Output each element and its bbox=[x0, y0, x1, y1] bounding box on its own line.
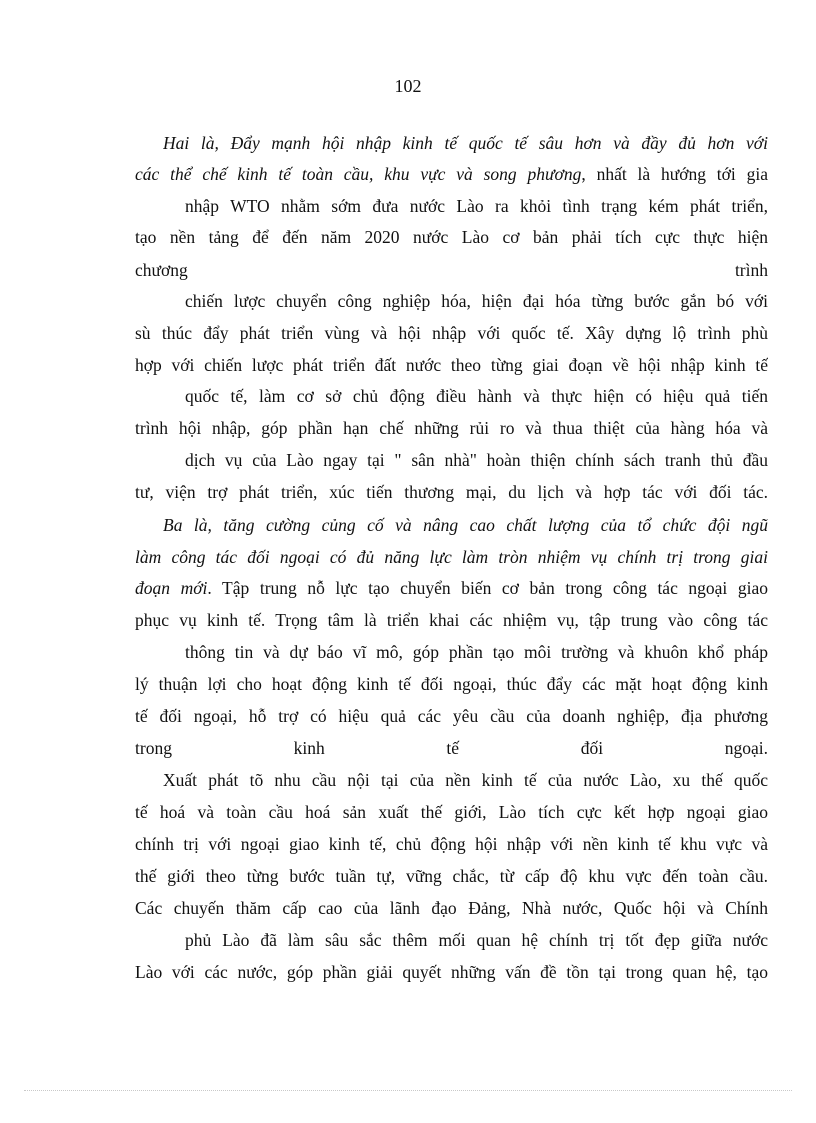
text-segment: chiến lược chuyển công nghiệp hóa, hiện đại hóa từng bước gắn bó với bbox=[185, 291, 768, 311]
text-segment: . Tập trung nỗ lực tạo chuyển biến cơ bản trong công tác ngoại giao bbox=[207, 578, 768, 598]
text-segment: nhập WTO nhằm sớm đưa nước Lào ra khỏi tình trạng kém phát triển, bbox=[185, 196, 768, 216]
text-line bbox=[135, 671, 768, 697]
text-line bbox=[135, 959, 768, 985]
text-segment: , nhất là hướng tới gia bbox=[581, 164, 768, 184]
text-segment: chính trị với ngoại giao kinh tế, chủ động hội nhập với nền kinh tế khu vực và bbox=[135, 834, 768, 854]
text-line bbox=[135, 257, 768, 283]
text-line bbox=[135, 544, 768, 570]
text-segment: chương trình bbox=[135, 260, 768, 280]
italic-text-segment: các thể chế kinh tế toàn cầu, khu vực và song phương bbox=[135, 164, 582, 184]
italic-text-segment: Hai là, Đẩy mạnh hội nhập kinh tế quốc tế sâu hơn và đầy đủ hơn với bbox=[163, 133, 768, 153]
text-line bbox=[163, 767, 768, 793]
text-line bbox=[135, 863, 768, 889]
text-segment: tạo nền tảng để đến năm 2020 nước Lào cơ bản phải tích cực thực hiện bbox=[135, 227, 768, 247]
text-segment: Xuất phát tõ nhu cầu nội tại của nền kinh tế của nước Lào, xu thế quốc bbox=[163, 770, 768, 790]
italic-text-segment: Ba là, tăng cường củng cố và nâng cao chất lượng của tổ chức đội ngũ bbox=[163, 515, 768, 535]
text-segment: tế hoá và toàn cầu hoá sản xuất thế giới, Lào tích cực kết hợp ngoại giao bbox=[135, 802, 768, 822]
text-line bbox=[135, 415, 768, 441]
text-segment: trong kinh tế đối ngoại. bbox=[135, 738, 768, 758]
italic-text-segment: đoạn mới bbox=[135, 578, 208, 598]
text-segment: hợp với chiến lược phát triển đất nước theo từng giai đoạn về hội nhập kinh tế bbox=[135, 355, 768, 375]
text-line bbox=[185, 383, 768, 409]
text-segment: sù thúc đẩy phát triển vùng và hội nhập với quốc tế. Xây dựng lộ trình phù bbox=[135, 323, 768, 343]
text-line bbox=[135, 703, 768, 729]
text-line bbox=[135, 352, 768, 378]
text-line bbox=[163, 130, 768, 156]
text-line bbox=[185, 639, 768, 665]
text-line bbox=[135, 479, 768, 505]
text-line bbox=[135, 895, 768, 921]
page-bottom-border bbox=[24, 1090, 792, 1091]
text-segment: thông tin và dự báo vĩ mô, góp phần tạo môi trường và khuôn khổ pháp bbox=[185, 642, 768, 662]
text-segment: tư, viện trợ phát triển, xúc tiến thương mại, du lịch và hợp tác với đối tác. bbox=[135, 482, 768, 502]
page-number: 102 bbox=[394, 76, 422, 96]
text-segment: trình hội nhập, góp phần hạn chế những rủi ro và thua thiệt của hàng hóa và bbox=[135, 418, 768, 438]
text-line bbox=[135, 799, 768, 825]
text-line bbox=[185, 288, 768, 314]
text-line bbox=[135, 224, 768, 250]
text-line bbox=[135, 320, 768, 346]
text-segment: quốc tế, làm cơ sở chủ động điều hành và thực hiện có hiệu quả tiến bbox=[185, 386, 768, 406]
text-segment: Lào với các nước, góp phần giải quyết những vấn đề tồn tại trong quan hệ, tạo bbox=[135, 962, 768, 982]
text-line bbox=[185, 447, 768, 473]
text-segment: lý thuận lợi cho hoạt động kinh tế đối ngoại, thúc đẩy các mặt hoạt động kinh bbox=[135, 674, 768, 694]
text-line bbox=[135, 831, 768, 857]
italic-text-segment: làm công tác đối ngoại có đủ năng lực làm tròn nhiệm vụ chính trị trong giai bbox=[135, 547, 768, 567]
text-line bbox=[163, 512, 768, 538]
text-segment: phủ Lào đã làm sâu sắc thêm mối quan hệ chính trị tốt đẹp giữa nước bbox=[185, 930, 768, 950]
text-segment: dịch vụ của Lào ngay tại " sân nhà" hoàn thiện chính sách tranh thủ đầu bbox=[185, 450, 768, 470]
text-segment: tế đối ngoại, hỗ trợ có hiệu quả các yêu cầu của doanh nghiệp, địa phương bbox=[135, 706, 768, 726]
text-line bbox=[135, 607, 768, 633]
text-segment: Các chuyến thăm cấp cao của lãnh đạo Đảng, Nhà nước, Quốc hội và Chính bbox=[135, 898, 768, 918]
text-line bbox=[135, 161, 768, 187]
text-segment: phục vụ kinh tế. Trọng tâm là triển khai các nhiệm vụ, tập trung vào công tác bbox=[135, 610, 768, 630]
text-line bbox=[135, 575, 768, 601]
text-line bbox=[185, 927, 768, 953]
text-line bbox=[135, 735, 768, 761]
text-line bbox=[185, 193, 768, 219]
text-segment: thế giới theo từng bước tuần tự, vững chắc, từ cấp độ khu vực đến toàn cầu. bbox=[135, 866, 768, 886]
